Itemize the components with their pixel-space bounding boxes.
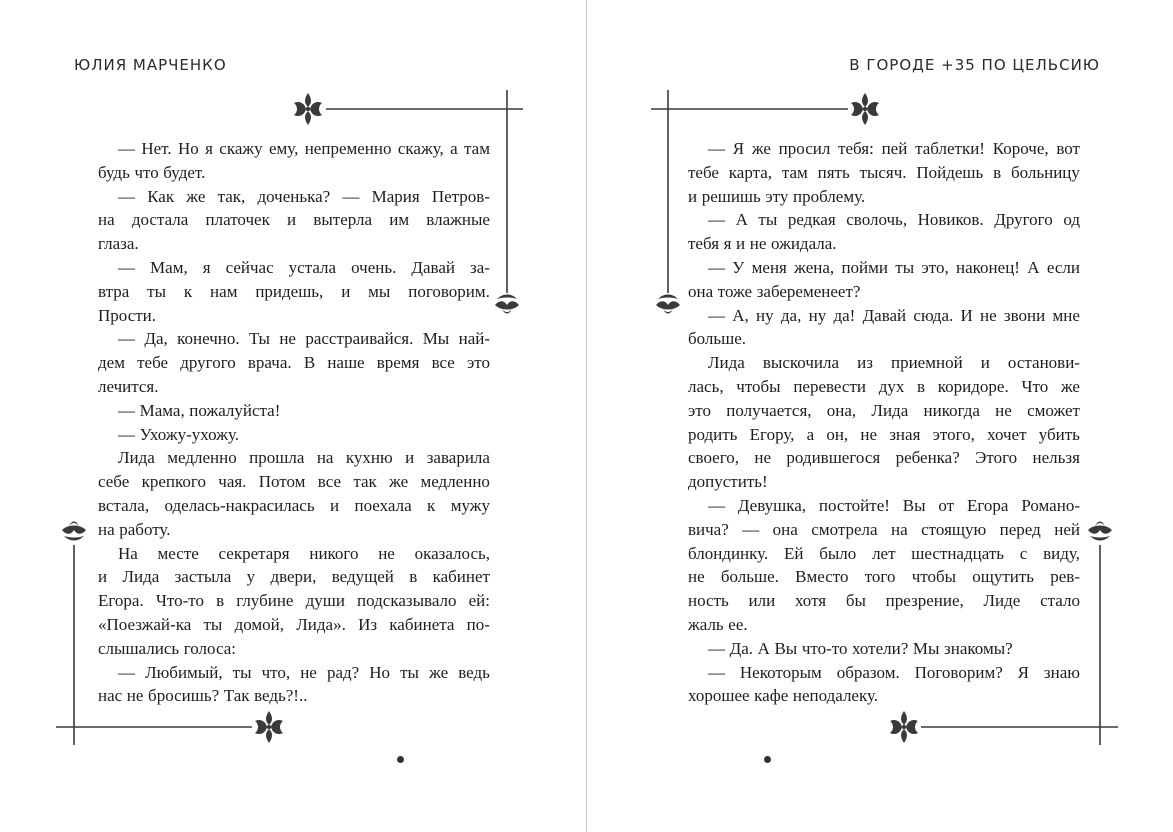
text-line: лась, чтобы перевести дух в коридоре. Что же (688, 376, 1080, 396)
text-line: — Как же так, доченька? — Мария Петров- (118, 186, 490, 206)
text-line: она тоже забеременеет? (688, 281, 861, 301)
text-line: хорошее кафе неподалеку. (688, 686, 879, 706)
text-line: глаза. (98, 234, 139, 254)
page-dot (764, 756, 771, 763)
text-line: будь что будет. (98, 162, 206, 182)
text-line: встала, оделась-накрасилась и поехала к мужу (98, 495, 490, 515)
fleuron-ornament-icon (294, 93, 322, 125)
fleuron-ornament-icon (851, 93, 879, 125)
right-page (587, 0, 1173, 832)
text-line: Лида медленно прошла на кухню и заварила (118, 448, 490, 468)
text-line: — Я же просил тебя: пей таблетки! Короче, вот (708, 139, 1080, 158)
text-line: лечится. (98, 376, 159, 396)
fleuron-ornament-icon (495, 295, 519, 314)
text-line: родить Егору, а он, не зная этого, хочет убить (688, 424, 1080, 444)
text-line: ность или хотя бы презрение, Лиде стало (688, 591, 1080, 611)
text-line: это получается, она, Лида никогда не сможет (688, 400, 1080, 420)
text-line: — А ты редкая сволочь, Новиков. Другого од (708, 210, 1080, 230)
text-line: — У меня жена, пойми ты это, наконец! А если (708, 257, 1080, 277)
text-line: На месте секретаря никого не оказалось, (118, 543, 490, 563)
text-line: — Мам, я сейчас устала очень. Давай за- (118, 257, 490, 277)
text-line: — А, ну да, ну да! Давай сюда. И не звони мне (708, 305, 1080, 325)
text-line: вича? — она смотрела на стоящую перед ней (688, 519, 1080, 539)
text-line: — Да. А Вы что-то хотели? Мы знакомы? (708, 638, 1013, 658)
text-line: блондинку. Ей было лет шестнадцать с виду, (688, 543, 1080, 563)
text-line: своего, не родившегося ребенка? Этого нельзя (688, 448, 1080, 468)
text-line: нас не бросишь? Так ведь?!.. (98, 686, 308, 706)
running-header-author: ЮЛИЯ МАРЧЕНКО (74, 56, 227, 74)
text-line: допустить! (688, 472, 768, 492)
text-line: Егора. Что-то в глубине души подсказывало ей: (98, 591, 490, 611)
text-line: — Да, конечно. Ты не расстраивайся. Мы най- (118, 329, 490, 349)
text-line: на достала платочек и вытерла им влажные (98, 210, 490, 230)
text-line: — Любимый, ты что, не рад? Но ты же ведь (118, 662, 490, 682)
text-line: Прости. (98, 305, 157, 325)
text-line: «Поезжай-ка ты домой, Лида». Из кабинета по- (98, 614, 490, 634)
body-text (688, 137, 1080, 708)
text-line: и Лида застыла у двери, ведущей в кабинет (98, 567, 490, 587)
text-line: слышались голоса: (98, 638, 236, 658)
fleuron-ornament-icon (656, 295, 680, 314)
fleuron-ornament-icon (255, 711, 283, 743)
text-line: тебе карта, там пять тысяч. Пойдешь в больницу (688, 162, 1080, 182)
text-line: — Нет. Но я скажу ему, непременно скажу, а там (118, 139, 490, 158)
left-page (0, 0, 586, 832)
fleuron-ornament-icon (62, 522, 86, 541)
text-line: втра ты к нам придешь, и мы поговорим. (98, 281, 490, 301)
body-text (98, 137, 490, 708)
page-dot (397, 756, 404, 763)
text-line: — Мама, пожалуйста! (118, 400, 281, 420)
text-line: жаль ее. (688, 614, 748, 634)
text-line: и решишь эту проблему. (688, 186, 866, 206)
text-line: не больше. Вместо того чтобы ощутить рев- (688, 567, 1080, 587)
text-line: себе крепкого чая. Потом все так же медленно (98, 472, 490, 492)
text-line: тебя я и не ожидала. (688, 234, 837, 254)
text-line: Лида выскочила из приемной и останови- (708, 353, 1080, 373)
text-line: — Некоторым образом. Поговорим? Я знаю (708, 662, 1080, 682)
text-line: — Ухожу-ухожу. (118, 424, 239, 444)
text-line: — Девушка, постойте! Вы от Егора Романо- (708, 495, 1080, 515)
fleuron-ornament-icon (890, 711, 918, 743)
fleuron-ornament-icon (1088, 522, 1112, 541)
text-line: дем тебе другого врача. В наше время все это (98, 353, 490, 373)
text-line: больше. (688, 329, 747, 349)
running-header-title: В ГОРОДЕ +35 ПО ЦЕЛЬСИЮ (849, 56, 1100, 74)
text-line: на работу. (98, 519, 171, 539)
